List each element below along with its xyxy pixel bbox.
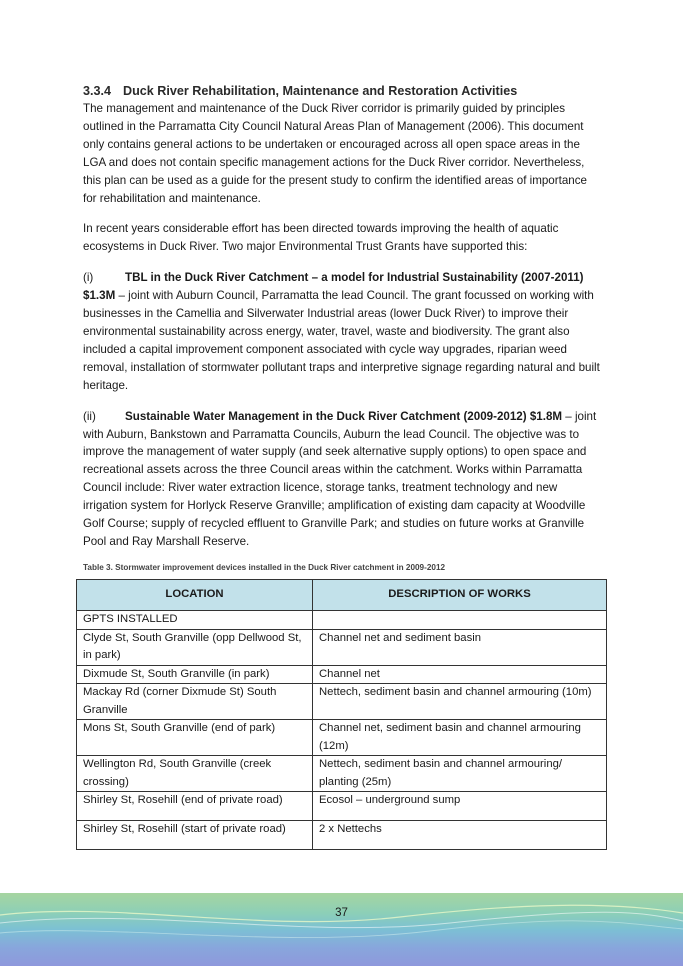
location-cell: Shirley St, Rosehill (start of private road): [77, 821, 313, 850]
description-cell: 2 x Nettechs: [313, 821, 607, 850]
description-cell: Ecosol – underground sump: [313, 792, 607, 821]
section-number: 3.3.4: [83, 84, 112, 98]
grant-title: TBL in the Duck River Catchment – a model for Industrial Sustainability (2007-2011) $1.3M: [83, 271, 584, 303]
table-row: [77, 821, 607, 850]
table-row: [77, 629, 607, 665]
document-body: [83, 82, 603, 574]
location-cell: Mackay Rd (corner Dixmude St) South Granville: [77, 684, 313, 720]
description-cell: Channel net, sediment basin and channel armouring (12m): [313, 720, 607, 756]
paragraph-1: The management and maintenance of the Duck River corridor is primarily guided by principles outlined in the Parramatta City Council Natural Areas Plan of Management (2006). This document only contains general actions to be undertaken or encouraged across all open space areas in the LGA and does not contain specific management actions for the Duck River corridor. Nevertheless, this plan can be used as a guide for the present study to confirm the identified areas of importance for rehabilitation and maintenance.: [83, 102, 587, 205]
description-cell: Nettech, sediment basin and channel armouring (10m): [313, 684, 607, 720]
location-cell: Shirley St, Rosehill (end of private road): [77, 792, 313, 821]
stormwater-devices-table: [76, 579, 607, 850]
wave-decoration: [0, 893, 683, 966]
description-cell: Channel net: [313, 665, 607, 684]
grant-text: – joint with Auburn Council, Parramatta the lead Council. The grant focussed on working with businesses in the Camellia and Silverwater Industrial areas (lower Duck River) to improve their environmental sustainability across energy, water, travel, waste and biodiversity. The grant also included a capital improvement component associated with cycle way upgrades, riparian weed removal, installation of stormwater pollutant traps and interpretive signage regarding natural and built heritage.: [83, 289, 600, 392]
column-header-description: DESCRIPTION OF WORKS: [313, 580, 607, 611]
table-row: [77, 756, 607, 792]
grant-item-2: [83, 408, 603, 551]
grant-item-1: [83, 269, 603, 394]
group-label: GPTS INSTALLED: [77, 611, 313, 630]
grant-title: Sustainable Water Management in the Duck River Catchment (2009-2012) $1.8M: [125, 409, 563, 423]
paragraph-2: In recent years considerable effort has been directed towards improving the health of aquatic ecosystems in Duck River. Two major Environmental Trust Grants have supported this:: [83, 222, 559, 254]
table-group-row: [77, 611, 607, 630]
table-caption: Table 3. Stormwater improvement devices installed in the Duck River catchment in 2009-2012: [83, 562, 446, 572]
grant-text: – joint with Auburn, Bankstown and Parramatta Councils, Auburn the lead Council. The objective was to improve the management of water supply (and seek alternative supply options) to open space and recreational assets across the three Council areas within the catchment. Works within Parramatta Council include: River water extraction licence, storage tanks, treatment technology and new irrigation system for Horlyck Reserve Granville; amplification of existing dam capacity at Woodville Golf Course; supply of recycled effluent to Granville Park; and studies on future works at Granville Pool and Ray Marshall Reserve.: [83, 409, 597, 548]
table-cell: [313, 611, 607, 630]
description-cell: Channel net and sediment basin: [313, 629, 607, 665]
table-header-row: [77, 580, 607, 611]
grant-label: (ii): [83, 409, 96, 423]
location-cell: Clyde St, South Granville (opp Dellwood St, in park): [77, 629, 313, 665]
section-title: Duck River Rehabilitation, Maintenance and Restoration Activities: [123, 84, 518, 98]
page-number: 37: [335, 907, 348, 919]
location-cell: Dixmude St, South Granville (in park): [77, 665, 313, 684]
table-row: [77, 720, 607, 756]
column-header-location: LOCATION: [77, 580, 313, 611]
description-cell: Nettech, sediment basin and channel armouring/ planting (25m): [313, 756, 607, 792]
table-row: [77, 684, 607, 720]
location-cell: Mons St, South Granville (end of park): [77, 720, 313, 756]
footer-wave-banner: [0, 893, 683, 966]
table-row: [77, 792, 607, 821]
grant-label: (i): [83, 271, 94, 285]
location-cell: Wellington Rd, South Granville (creek crossing): [77, 756, 313, 792]
section-heading: [83, 82, 603, 100]
table-row: [77, 665, 607, 684]
